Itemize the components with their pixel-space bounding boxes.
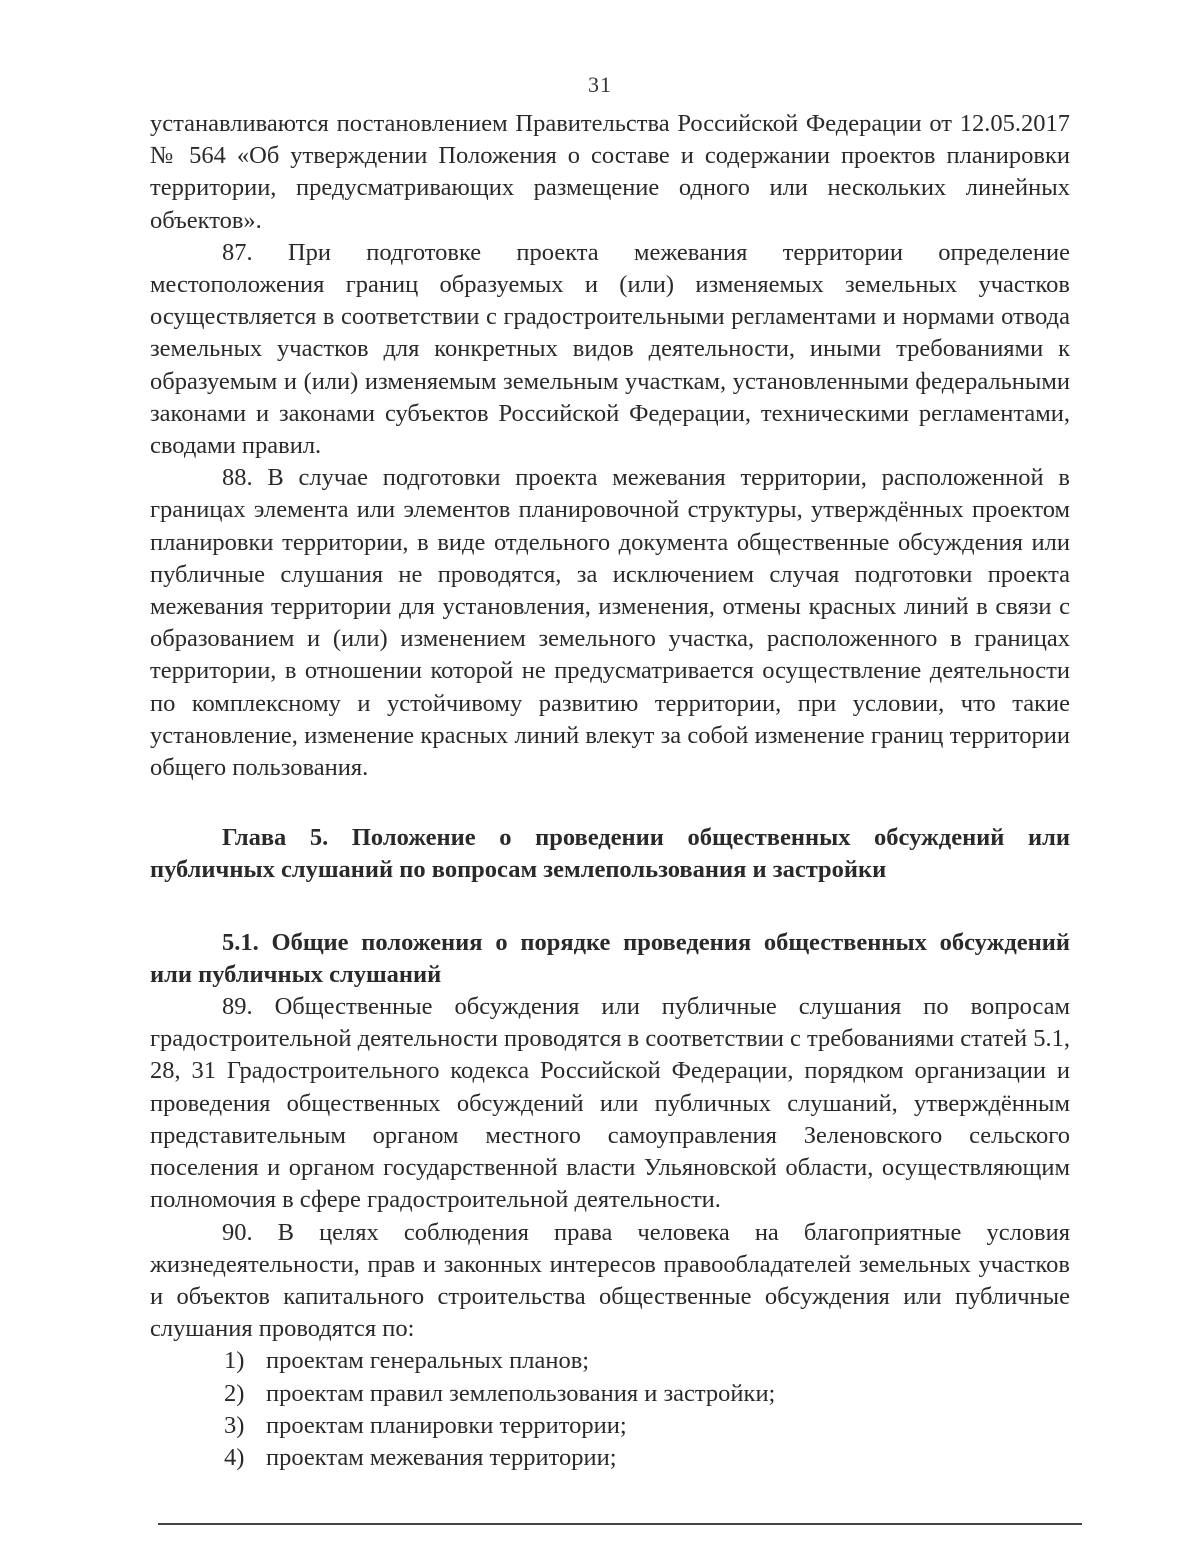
- list-item-text: проектам генеральных планов;: [266, 1347, 590, 1375]
- chapter-heading: Глава 5. Положение о проведении общественных обсуждений или публичных слушаний по вопросам землепользования и застройки: [150, 824, 1070, 884]
- list-item: [150, 1378, 1070, 1410]
- document-body: [150, 108, 1070, 1474]
- list-item: [150, 1410, 1070, 1442]
- project-list: [150, 1345, 1070, 1474]
- list-item-text: проектам межевания территории;: [266, 1443, 617, 1471]
- list-item-number: 4): [224, 1443, 245, 1471]
- list-item-number: 2): [224, 1379, 245, 1407]
- list-item-text: проектам правил землепользования и застройки;: [266, 1379, 776, 1407]
- list-item: [150, 1442, 1070, 1474]
- list-item-number: 3): [224, 1411, 245, 1439]
- list-item-number: 1): [224, 1347, 245, 1375]
- page-number: 31: [588, 72, 612, 97]
- paragraph-88: 88. В случае подготовки проекта межевания территории, расположенной в границах элемента или элементов планировочной структуры, утверждённых проектом планировки территории, в виде отдельного документа общественные обсуждения или публичные слушания не проводятся, за исключением случая подготовки проекта межевания территории для установления, изменения, отмены красных линий в связи с образованием и (или) изменением земельного участка, расположенного в границах территории, в отношении которой не предусматривается осуществление деятельности по комплексному и устойчивому развитию территории, при условии, что такие установление, изменение красных линий влекут за собой изменение границ территории общего пользования.: [150, 464, 1070, 782]
- paragraph-90: 90. В целях соблюдения права человека на благоприятные условия жизнедеятельности, прав и законных интересов правообладателей земельных участков и объектов капитального строительства общественные обсуждения или публичные слушания проводятся по:: [150, 1218, 1070, 1343]
- paragraph-87: 87. При подготовке проекта межевания территории определение местоположения границ образуемых и (или) изменяемых земельных участков осуществляется в соответствии с градостроительными регламентами и нормами отвода земельных участков для конкретных видов деятельности, иными требованиями к образуемым и (или) изменяемым земельным участкам, установленными федеральными законами и законами субъектов Российской Федерации, техническими регламентами, сводами правил.: [150, 238, 1070, 460]
- list-item: [150, 1345, 1070, 1377]
- paragraph-89: 89. Общественные обсуждения или публичные слушания по вопросам градостроительной деятельности проводятся в соответствии с требованиями статей 5.1, 28, 31 Градостроительного кодекса Российской Федерации, порядком организации и проведения общественных обсуждений или публичных слушаний, утверждённым представительным органом местного самоуправления Зеленовского сельского поселения и органом государственной власти Ульяновской области, осуществляющим полномочия в сфере градостроительной деятельности.: [150, 993, 1070, 1214]
- footer-divider: [158, 1523, 1082, 1525]
- list-item-text: проектам планировки территории;: [266, 1411, 627, 1439]
- paragraph-continuation: устанавливаются постановлением Правительства Российской Федерации от 12.05.2017 № 564 «Об утверждении Положения о составе и содержании проектов планировки территории, предусматривающих размещение одного или нескольких линейных объектов».: [150, 110, 1070, 234]
- section-heading: 5.1. Общие положения о порядке проведения общественных обсуждений или публичных слушаний: [150, 928, 1070, 988]
